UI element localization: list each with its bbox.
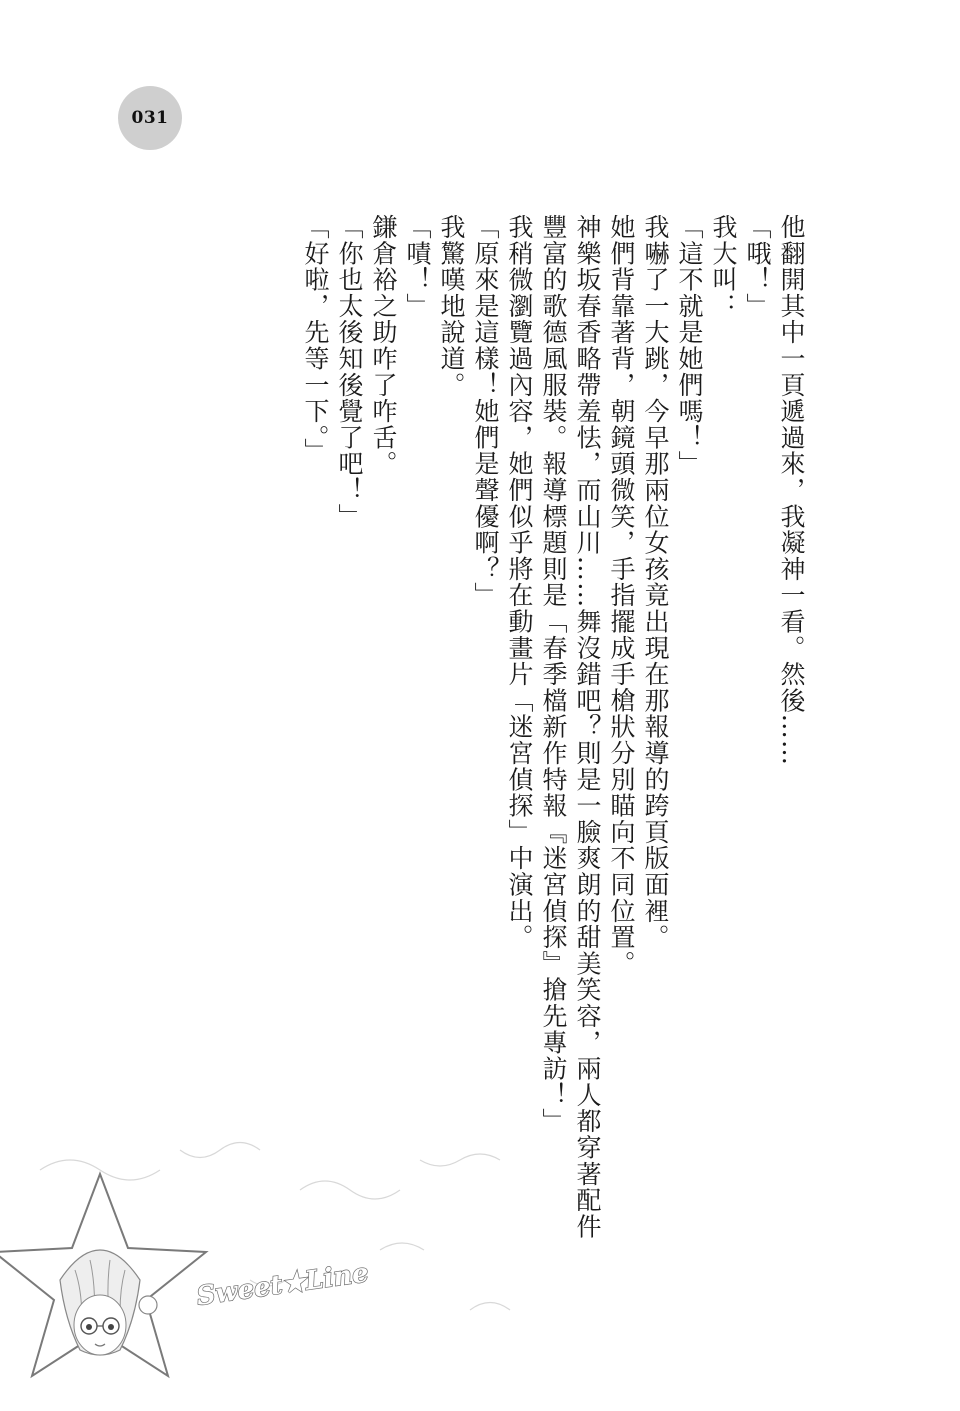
sweet-line-decoration [0, 1130, 560, 1411]
star-character-illustration [0, 1174, 206, 1376]
paragraph: 他翻開其中一頁遞過來，我凝神一看。然後…… [777, 214, 806, 767]
paragraph: 鎌倉裕之助咋了咋舌。 [369, 214, 398, 477]
page-number-badge [118, 86, 182, 150]
paragraph: 她們背靠著背，朝鏡頭微笑，手指擺成手槍狀分別瞄向不同位置。 [607, 214, 636, 977]
paragraph: 神樂坂春香略帶羞怯，而山川……舞沒錯吧？則是一臉爽朗的甜美笑容，兩人都穿著配件豐富的歌德風服裝。報導標題則是「春季檔新作特報『迷宮偵探』搶先專訪！」 [539, 214, 602, 1240]
paragraph: 「你也太後知後覺了吧！」 [335, 214, 364, 530]
page-number: 031 [131, 108, 169, 128]
paragraph: 我驚嘆地說道。 [437, 214, 466, 399]
sweet-line-logo: Sweet★Line [194, 1258, 371, 1312]
paragraph: 我稍微瀏覽過內容，她們似乎將在動畫片「迷宮偵探」中演出。 [505, 214, 534, 951]
paragraph: 我嚇了一大跳，今早那兩位女孩竟出現在那報導的跨頁版面裡。 [641, 214, 670, 951]
paragraph: 「好啦，先等一下。」 [301, 214, 330, 465]
paragraph: 「這不就是她們嗎！」 [675, 214, 704, 477]
paragraph: 「嘖！」 [403, 214, 432, 320]
hair-ornament [139, 1296, 157, 1314]
paragraph: 「哦！」 [743, 214, 772, 320]
paragraph: 「原來是這樣！她們是聲優啊？」 [471, 214, 500, 609]
paragraph: 我大叫： [709, 214, 738, 320]
vertical-body-text [298, 214, 808, 1254]
